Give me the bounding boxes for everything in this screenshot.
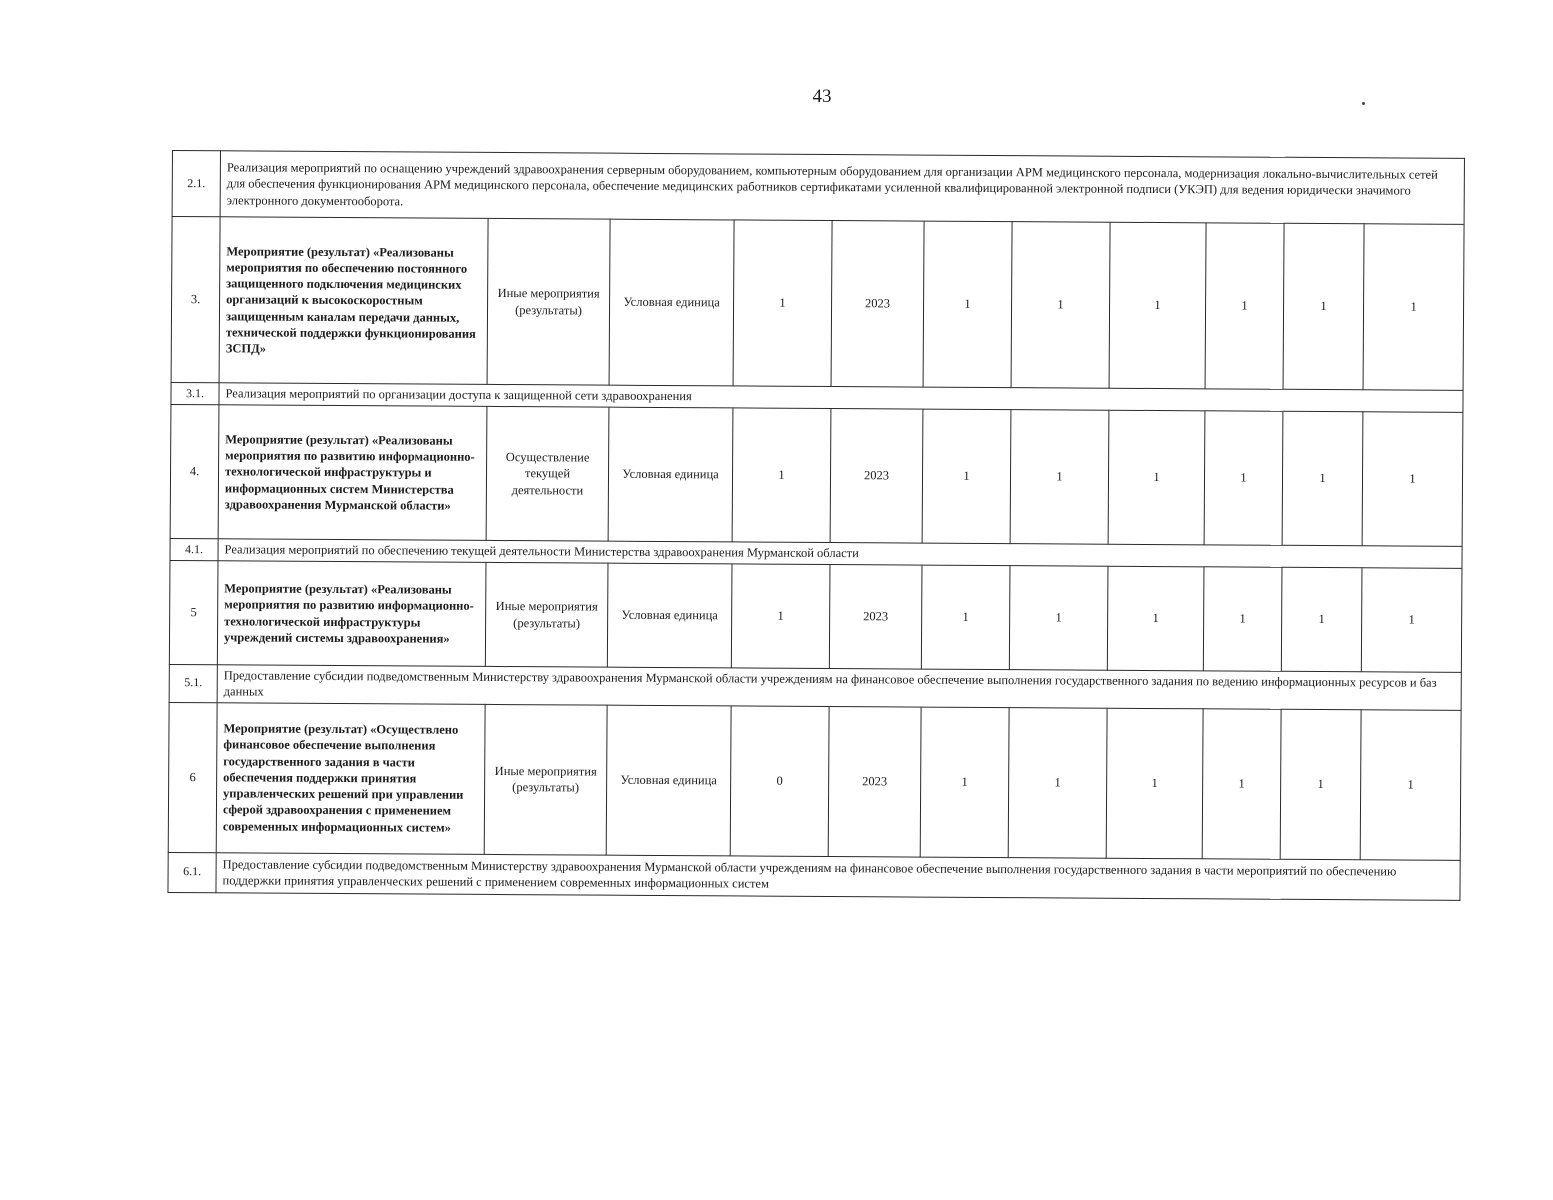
year-value-1: 1: [920, 707, 1009, 858]
year-value-3: 1: [1109, 222, 1206, 389]
year-value-1: 1: [922, 409, 1011, 544]
subtask-description: Реализация мероприятий по обеспечению текущей деятельности Министерства здравоохранения Мурманской области: [218, 539, 1462, 569]
result-title: Мероприятие (результат) «Осуществлено финансовое обеспечение выполнения государственного задания в части обеспечения поддержки принятия управленческих решений при управлении сферой здравоохранения с применением современных информационных систем»: [216, 702, 485, 854]
year-value-5: 1: [1282, 411, 1363, 545]
year-value-3: 1: [1108, 410, 1205, 545]
subtask-number: 3.1.: [171, 382, 219, 404]
result-row: [168, 702, 1461, 860]
year-value-3: 1: [1107, 566, 1204, 671]
base-value: 0: [730, 705, 829, 856]
unit-of-measure: Условная единица: [609, 219, 734, 386]
year-value-4: 1: [1202, 708, 1281, 858]
base-year: 2023: [831, 221, 924, 388]
year-value-5: 1: [1281, 567, 1362, 671]
year-value-5: 1: [1280, 709, 1361, 859]
subtask-row: [168, 852, 1460, 900]
result-number: 6: [168, 702, 217, 852]
document-sheet: [167, 150, 1464, 900]
year-value-6: 1: [1362, 412, 1463, 547]
subtask-description: Реализация мероприятий по организации доступа к защищенной сети здравоохранения: [219, 383, 1463, 413]
base-year: 2023: [830, 409, 923, 544]
year-value-6: 1: [1360, 709, 1461, 860]
result-number: 4.: [170, 404, 219, 538]
result-row: [169, 560, 1462, 672]
unit-of-measure: Условная единица: [607, 563, 732, 668]
year-value-4: 1: [1205, 223, 1284, 389]
year-value-1: 1: [921, 565, 1010, 670]
result-title: Мероприятие (результат) «Реализованы мероприятия по обеспечению постоянного защищенного подключения медицинских организаций к высокоскоростным защищенным каналам передачи данных, технической поддержки функционирования ЗСПД»: [219, 217, 488, 385]
year-value-6: 1: [1361, 568, 1462, 673]
subtask-number: 6.1.: [168, 852, 216, 892]
subtask-description: Предоставление субсидии подведомственным Министерству здравоохранения Мурманской области учреждениям на финансовое обеспечение выполнения государственного задания по ведению информационных ресурсов и баз данных: [217, 665, 1461, 710]
subtask-row: [172, 151, 1464, 225]
year-value-6: 1: [1363, 224, 1464, 391]
year-value-2: 1: [1011, 222, 1110, 389]
table-body: [168, 151, 1465, 900]
result-number: 3.: [171, 217, 220, 383]
year-value-4: 1: [1204, 411, 1283, 545]
subtask-description: Реализация мероприятий по оснащению учреждений здравоохранения серверным оборудованием, компьютерным оборудованием для организации АРМ медицинского персонала, модернизация локально-вычислительных сетей для обеспечения функционирования АРМ медицинского персонала, обеспечение медицинских работников сертификатами усиленной квалифицированной электронной подписи (УКЭП) для ведения юридически значимого электронного документооборота.: [220, 151, 1464, 225]
result-row: [170, 404, 1463, 546]
year-value-2: 1: [1010, 410, 1109, 545]
base-value: 1: [733, 220, 832, 387]
subtask-number: 5.1.: [169, 664, 217, 702]
base-year: 2023: [829, 565, 922, 670]
year-value-2: 1: [1008, 707, 1107, 858]
page-number: 43: [812, 86, 832, 107]
year-value-3: 1: [1106, 708, 1203, 859]
result-type: Иные мероприятия (результаты): [485, 562, 608, 667]
subtask-number: 2.1.: [172, 151, 220, 217]
subtask-number: 4.1.: [170, 538, 218, 560]
result-title: Мероприятие (результат) «Реализованы мероприятия по развитию информационно-технологической инфраструктуры учреждений системы здравоохранения»: [217, 561, 486, 667]
result-number: 5: [169, 560, 218, 664]
base-year: 2023: [828, 706, 921, 857]
unit-of-measure: Условная единица: [606, 705, 731, 856]
year-value-4: 1: [1203, 567, 1282, 671]
base-value: 1: [731, 564, 830, 669]
unit-of-measure: Условная единица: [608, 407, 733, 542]
subtask-description: Предоставление субсидии подведомственным Министерству здравоохранения Мурманской области учреждениям на финансовое обеспечение выполнения государственного задания в части мероприятий по обеспечению поддержки принятия управленческих решений с применением современных информационных систем: [216, 852, 1460, 900]
year-value-2: 1: [1009, 566, 1108, 671]
result-type: Иные мероприятия (результаты): [487, 218, 610, 385]
year-value-1: 1: [923, 221, 1012, 388]
result-type: Иные мероприятия (результаты): [484, 704, 607, 855]
result-title: Мероприятие (результат) «Реализованы мероприятия по развитию информационно-технологической инфраструктуры и информационных систем Министерства здравоохранения Мурманской области»: [218, 405, 487, 541]
scan-speck: [1362, 102, 1365, 105]
year-value-5: 1: [1283, 223, 1364, 389]
result-type: Осуществление текущей деятельности: [486, 406, 609, 541]
base-value: 1: [732, 408, 831, 543]
results-table: [167, 150, 1465, 900]
result-row: [171, 217, 1464, 391]
